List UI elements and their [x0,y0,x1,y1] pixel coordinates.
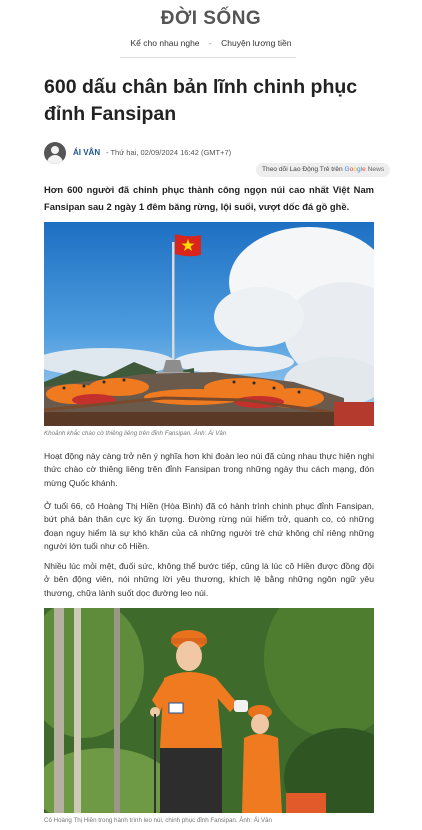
publish-date: - Thứ hai, 02/09/2024 16:42 (GMT+7) [106,148,232,157]
google-news-logo: Google News [344,166,385,173]
byline [44,142,385,173]
sub-navigation [0,38,422,48]
article-title: 600 dấu chân bản lĩnh chinh phục đỉnh Fansipan [44,76,358,125]
subnav-separator: - [208,38,212,48]
follow-label: Theo dõi Lao Động Trẻ trên [262,166,343,173]
article-paragraph: Ở tuổi 66, cô Hoàng Thị Hiền (Hòa Bình) đã có hành trình chinh phục đỉnh Fansipan, bứt phá bản thân cực kỳ ấn tượng. Đường rừng núi hiểm trở, quanh co, có những đoạn nguy hiểm là sự khó khăn của cả những người trẻ chứ không chỉ riêng những người lớn tuổi như cô Hiền. [44,501,374,551]
article-paragraph: Hoạt động này càng trở nên ý nghĩa hơn khi đoàn leo núi đã cùng nhau thực hiện nghi thức chào cờ thiêng liêng trên đỉnh Fansipan trong những ngày thu cách mạng, đón mừng Quốc khánh. [44,451,374,488]
article-sapo: Hơn 600 người đã chinh phục thành công ngọn núi cao nhất Việt Nam Fansipan sau 2 ngày 1 đêm băng rừng, lội suối, vượt dốc đá gồ ghề. [44,184,374,212]
subnav-item-chuyen-luong-tien[interactable]: Chuyện lương tiền [221,38,292,48]
image-caption: Khoảnh khắc chào cờ thiêng liêng trên đỉnh Fansipan. Ảnh: Ái Vân [44,430,227,437]
climber-photo [44,608,374,813]
article-paragraph: Nhiều lúc mỏi mệt, đuối sức, không thể bước tiếp, cũng là lúc cô Hiền được đồng đội ở bên động viên, nói những lời yêu thương, khích lệ bằng những ngôn ngữ yêu thương, chữa lành suốt dọc đường leo núi. [44,561,374,598]
subnav-item-ke-cho-nhau-nghe[interactable]: Kể cho nhau nghe [130,38,200,48]
section-title[interactable]: ĐỜI SỐNG [160,8,262,29]
follow-google-news-button[interactable] [256,163,390,177]
image-caption: Cô Hoàng Thị Hiền trong hành trình leo núi, chinh phục đỉnh Fansipan. Ảnh: Ái Vân [44,817,272,824]
summit-flag-photo [44,222,374,426]
divider [120,57,296,58]
avatar-icon[interactable] [44,142,66,164]
author-name[interactable]: ÁI VÂN [73,148,101,157]
